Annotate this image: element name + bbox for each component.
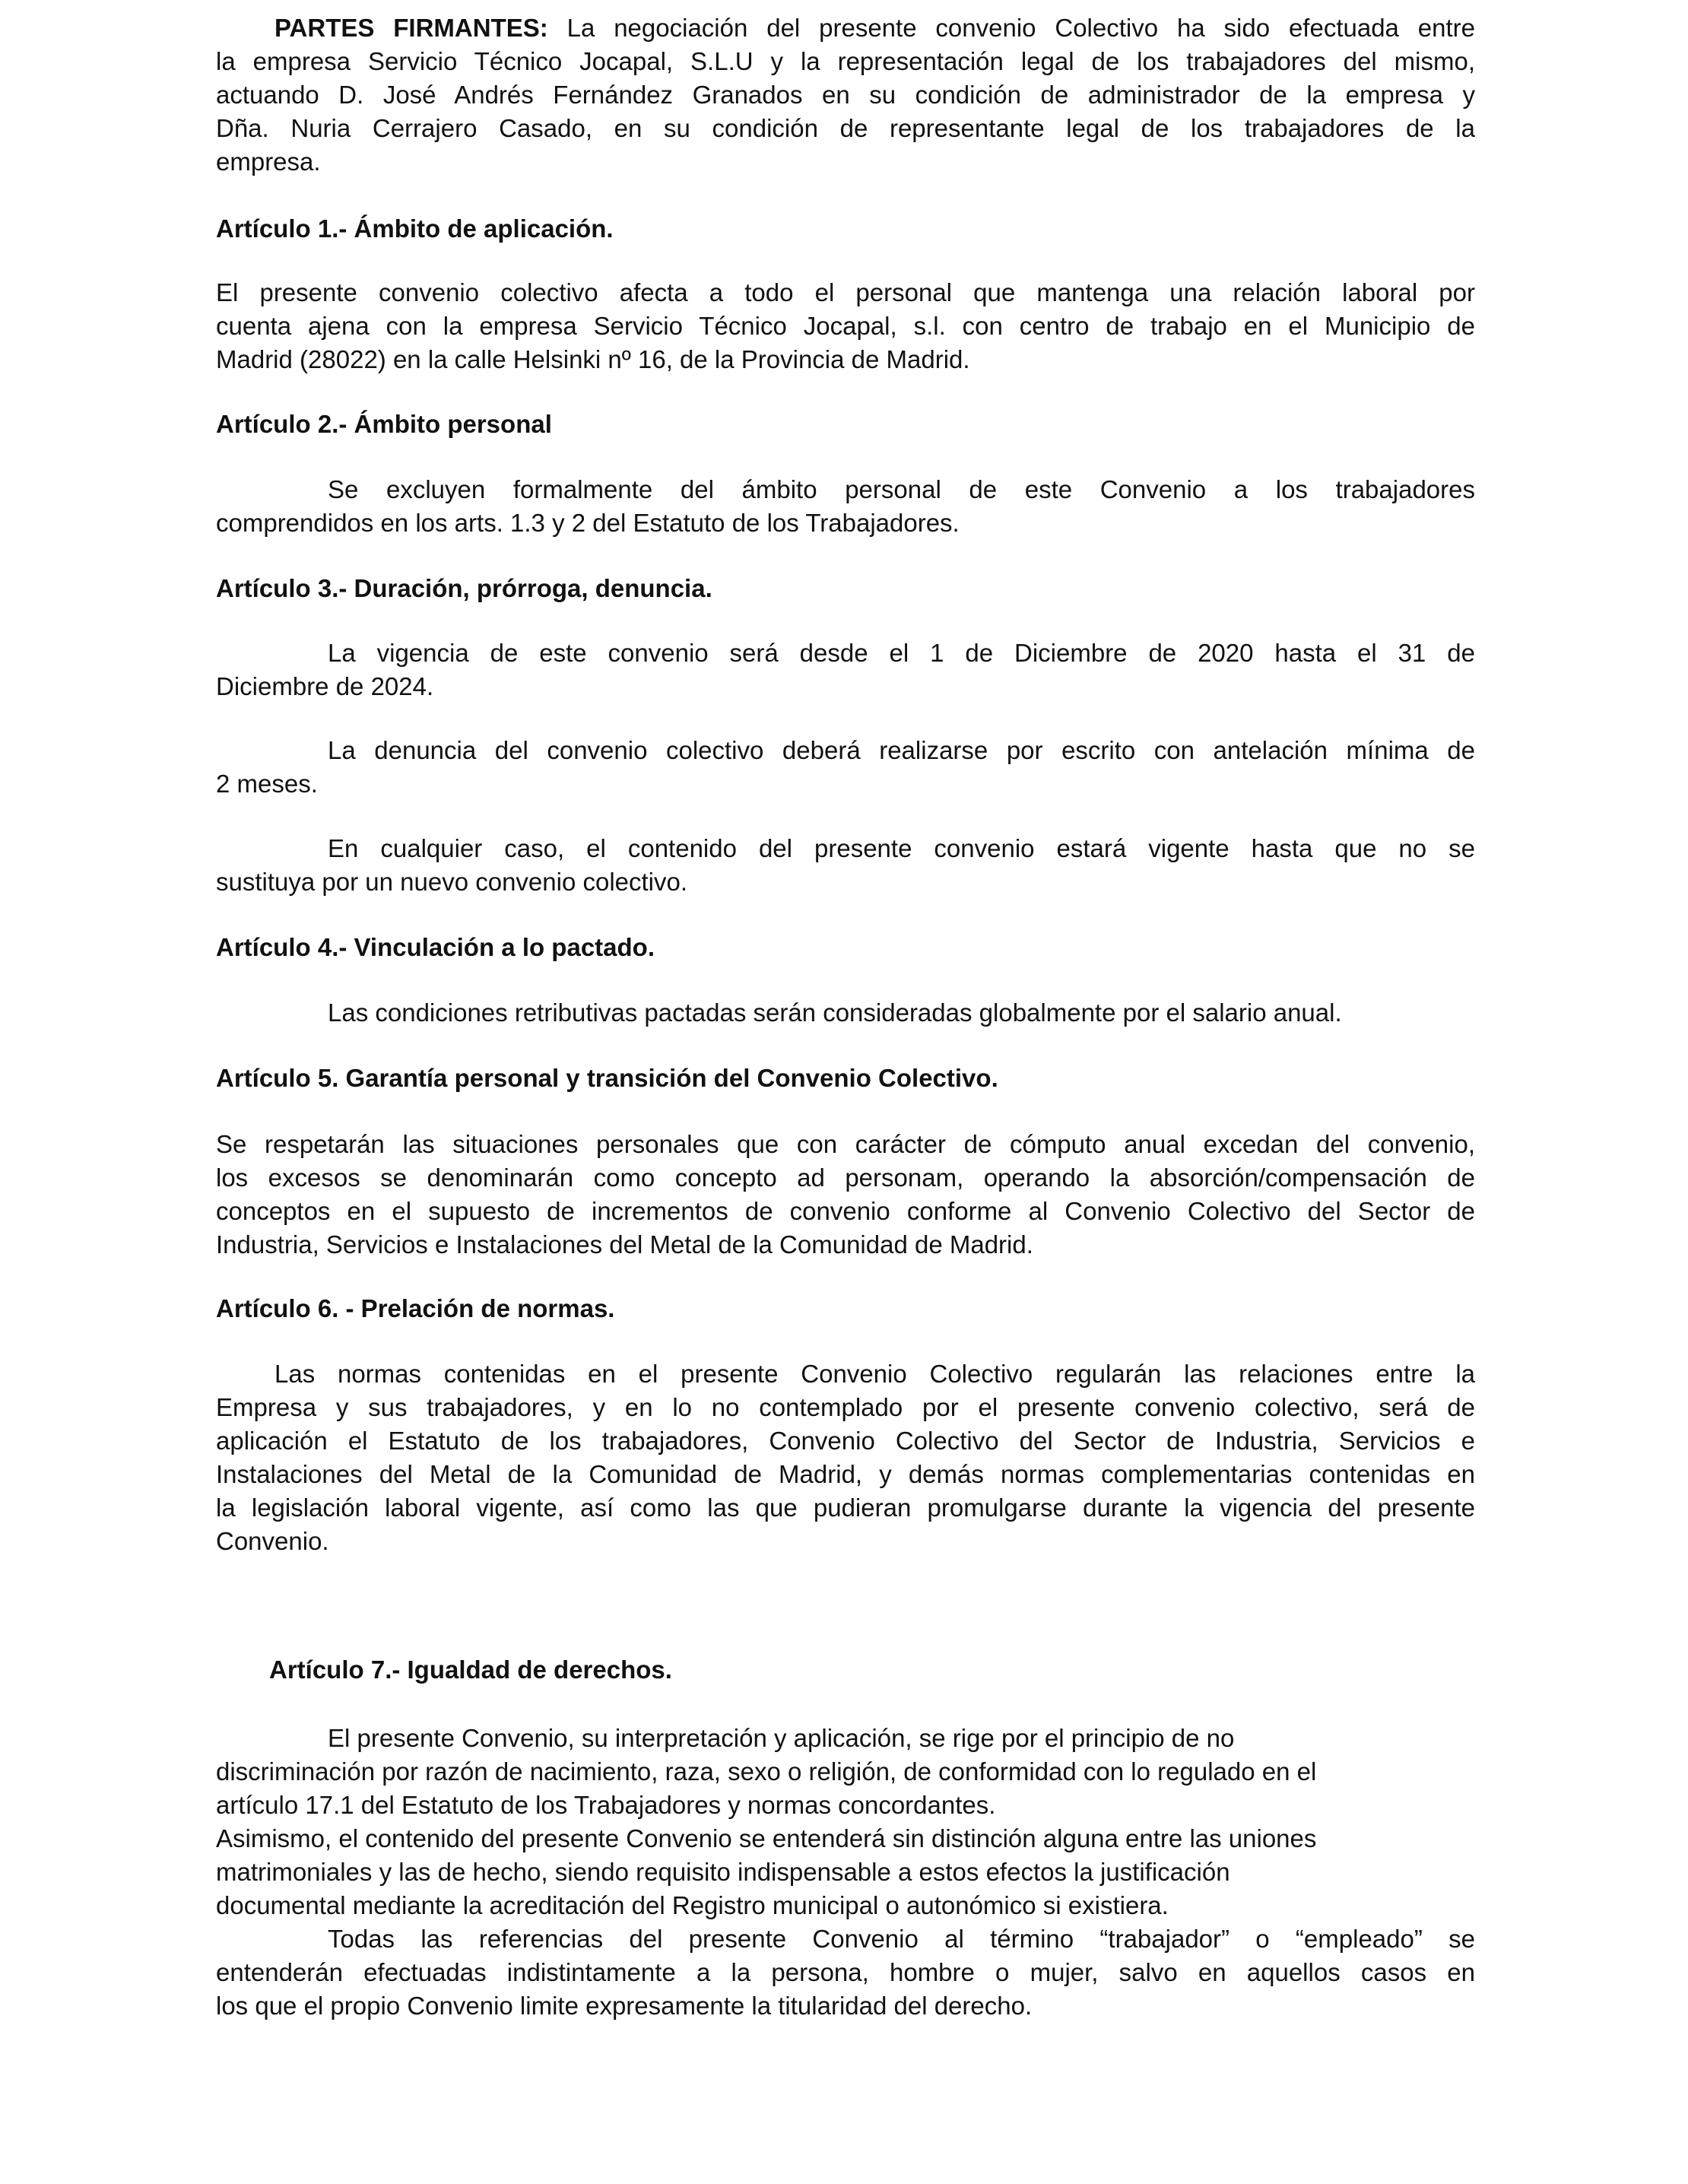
line-text: Las normas contenidas en el presente Convenio Colectivo regularán las relaciones entre la xyxy=(274,1360,1475,1388)
line-text: Todas las referencias del presente Convenio al término “trabajador” o “empleado” se xyxy=(328,1925,1475,1953)
text-line xyxy=(216,1391,1475,1424)
line-text: Industria, Servicios e Instalaciones del Metal de la Comunidad de Madrid. xyxy=(216,1230,1033,1259)
line-text: Madrid (28022) en la calle Helsinki nº 16, de la Provincia de Madrid. xyxy=(216,345,970,373)
paragraph xyxy=(216,276,1475,376)
article-heading xyxy=(216,212,1475,246)
text-line xyxy=(216,1755,1475,1789)
text-line xyxy=(216,1491,1475,1525)
line-text: Empresa y sus trabajadores, y en lo no contemplado por el presente convenio colectivo, será de xyxy=(216,1393,1475,1421)
text-line xyxy=(216,1458,1475,1491)
line-text: matrimoniales y las de hecho, siendo requisito indispensable a estos efectos la justificación xyxy=(216,1858,1230,1886)
text-line xyxy=(216,1855,1475,1889)
line-text: La denuncia del convenio colectivo deberá realizarse por escrito con antelación mínima de xyxy=(328,736,1475,764)
line-text: documental mediante la acreditación del Registro municipal o autonómico si existiera. xyxy=(216,1891,1169,1919)
line-text: Artículo 2.- Ámbito personal xyxy=(216,410,552,438)
article-heading xyxy=(216,408,1475,441)
line-text: Artículo 3.- Duración, prórroga, denuncia. xyxy=(216,574,712,602)
text-line xyxy=(216,1922,1475,1956)
text-line xyxy=(216,1722,1475,1755)
line-text: la legislación laboral vigente, así como las que pudieran promulgarse durante la vigencia del presente xyxy=(216,1494,1475,1522)
text-line xyxy=(216,1989,1475,2023)
article-heading xyxy=(216,1062,1475,1095)
text-line xyxy=(216,276,1475,310)
text-line xyxy=(216,636,1475,670)
text-line xyxy=(216,1161,1475,1195)
text-line xyxy=(216,112,1475,145)
text-line xyxy=(216,865,1475,899)
text-line xyxy=(216,310,1475,343)
text-line xyxy=(216,832,1475,865)
text-line xyxy=(216,996,1475,1030)
line-text: Instalaciones del Metal de la Comunidad de Madrid, y demás normas complementarias contenidas en xyxy=(216,1460,1475,1488)
line-text: Artículo 7.- Igualdad de derechos. xyxy=(269,1655,672,1684)
line-text: Artículo 1.- Ámbito de aplicación. xyxy=(216,214,614,243)
paragraph xyxy=(216,473,1475,540)
line-text: Diciembre de 2024. xyxy=(216,672,434,700)
article-heading xyxy=(216,931,1475,964)
paragraph xyxy=(216,1722,1475,1822)
text-line xyxy=(216,212,1475,246)
line-text: discriminación por razón de nacimiento, raza, sexo o religión, de conformidad con lo regulado en el xyxy=(216,1757,1317,1786)
text-line xyxy=(216,1956,1475,1989)
text-line xyxy=(216,408,1475,441)
paragraph xyxy=(216,1357,1475,1558)
line-text: sustituya por un nuevo convenio colectivo. xyxy=(216,868,688,896)
line-text: Convenio. xyxy=(216,1527,329,1555)
line-text: Las condiciones retributivas pactadas serán consideradas globalmente por el salario anual. xyxy=(328,998,1342,1027)
line-text: los que el propio Convenio limite expresamente la titularidad del derecho. xyxy=(216,1992,1033,2020)
text-line xyxy=(216,767,1475,801)
line-text: cuenta ajena con la empresa Servicio Técnico Jocapal, s.l. con centro de trabajo en el Municipio de xyxy=(216,312,1475,340)
line-text: la empresa Servicio Técnico Jocapal, S.L.U y la representación legal de los trabajadores del mismo, xyxy=(216,47,1475,75)
article-heading xyxy=(216,1292,1475,1325)
text-line xyxy=(216,931,1475,964)
paragraph xyxy=(216,832,1475,899)
line-text: Artículo 4.- Vinculación a lo pactado. xyxy=(216,933,655,961)
text-line xyxy=(216,1062,1475,1095)
text-line xyxy=(216,145,1475,179)
text-line xyxy=(216,1789,1475,1822)
line-text: La vigencia de este convenio será desde el 1 de Diciembre de 2020 hasta el 31 de xyxy=(328,639,1475,667)
text-line xyxy=(216,1889,1475,1922)
line-text: los excesos se denominarán como concepto ad personam, operando la absorción/compensación de xyxy=(216,1163,1475,1192)
text-line xyxy=(216,1228,1475,1262)
line-text: Artículo 5. Garantía personal y transición del Convenio Colectivo. xyxy=(216,1064,998,1092)
line-text: Dña. Nuria Cerrajero Casado, en su condición de representante legal de los trabajadores de la xyxy=(216,114,1475,142)
line-text: 2 meses. xyxy=(216,770,318,798)
text-line xyxy=(216,343,1475,376)
text-line xyxy=(216,572,1475,605)
parties-label: PARTES FIRMANTES: xyxy=(274,14,548,42)
text-line xyxy=(216,11,1475,45)
paragraph xyxy=(216,1922,1475,2023)
paragraph xyxy=(216,996,1475,1030)
line-text: aplicación el Estatuto de los trabajadores, Convenio Colectivo del Sector de Industria, Servicios e xyxy=(216,1427,1475,1455)
text-line xyxy=(216,1357,1475,1391)
text-line xyxy=(216,1822,1475,1855)
text-line xyxy=(216,45,1475,78)
text-line xyxy=(216,670,1475,703)
line-text: Asimismo, el contenido del presente Convenio se entenderá sin distinción alguna entre las uniones xyxy=(216,1824,1317,1852)
paragraph xyxy=(216,734,1475,801)
text-line xyxy=(216,1195,1475,1228)
line-text: actuando D. José Andrés Fernández Granados en su condición de administrador de la empresa y xyxy=(216,81,1475,109)
line-text: El presente Convenio, su interpretación y aplicación, se rige por el principio de no xyxy=(328,1724,1235,1752)
line-text: conceptos en el supuesto de incrementos de convenio conforme al Convenio Colectivo del Sector de xyxy=(216,1197,1475,1225)
text-line xyxy=(216,78,1475,112)
article-heading xyxy=(216,1653,1475,1687)
line-text: La negociación del presente convenio Colectivo ha sido efectuada entre xyxy=(547,14,1475,42)
line-text: En cualquier caso, el contenido del presente convenio estará vigente hasta que no se xyxy=(328,834,1475,862)
paragraph xyxy=(216,636,1475,703)
line-text: artículo 17.1 del Estatuto de los Trabajadores y normas concordantes. xyxy=(216,1791,996,1819)
text-line xyxy=(216,473,1475,506)
text-line xyxy=(216,1128,1475,1161)
paragraph xyxy=(216,11,1475,179)
line-text: El presente convenio colectivo afecta a todo el personal que mantenga una relación laboral por xyxy=(216,278,1475,306)
line-text: entenderán efectuadas indistintamente a la persona, hombre o mujer, salvo en aquellos casos en xyxy=(216,1958,1475,1986)
paragraph xyxy=(216,1822,1475,1922)
line-text: Artículo 6. - Prelación de normas. xyxy=(216,1294,615,1322)
line-text: empresa. xyxy=(216,148,321,176)
line-text: Se respetarán las situaciones personales que con carácter de cómputo anual excedan del convenio, xyxy=(216,1130,1475,1158)
line-text: Se excluyen formalmente del ámbito personal de este Convenio a los trabajadores xyxy=(328,475,1475,503)
text-line xyxy=(216,1525,1475,1558)
line-text: comprendidos en los arts. 1.3 y 2 del Estatuto de los Trabajadores. xyxy=(216,509,960,537)
text-line xyxy=(216,1292,1475,1325)
paragraph xyxy=(216,1128,1475,1262)
text-line xyxy=(216,506,1475,540)
text-line xyxy=(216,1653,1475,1687)
text-line xyxy=(216,1424,1475,1458)
text-line xyxy=(216,734,1475,767)
article-heading xyxy=(216,572,1475,605)
